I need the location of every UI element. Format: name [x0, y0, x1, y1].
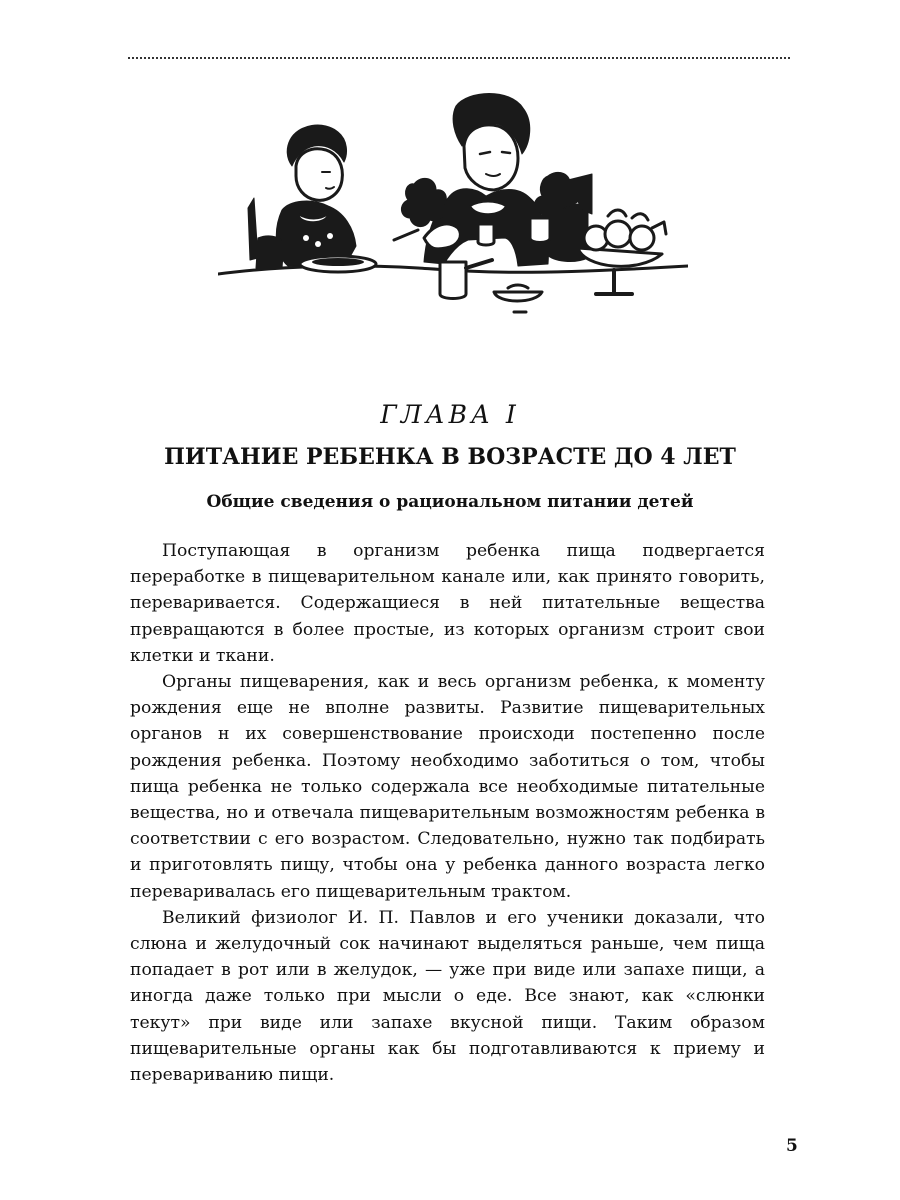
header-dotted-rule	[128, 57, 790, 59]
chapter-heading: ГЛАВА I	[380, 400, 520, 429]
apple	[630, 226, 654, 250]
section-subtitle: Общие сведения о рациональном питании детей	[206, 492, 694, 512]
page-number: 5	[786, 1136, 798, 1156]
foliage-left	[401, 178, 446, 226]
saucepan	[440, 262, 466, 299]
woman-arm	[424, 224, 460, 249]
paragraph: Великий физиолог И. П. Павлов и его ученики доказали, что слюна и желудочный сок начинают выделяться раньше, чем пища попадает в рот или в желудок, — уже при виде или запахе пищи, а иногда даже только при мысли о еде. Все знают, как «слюнки текут» при виде или запахе вкусной пищи. Таким образом пищеварительные органы как бы подготавливаются к приему и перевариванию пищи.	[130, 907, 765, 1086]
mother-child-meal-illustration	[218, 88, 688, 338]
cup	[530, 218, 550, 243]
apple	[605, 221, 631, 247]
jar	[478, 224, 494, 245]
child-face	[296, 149, 342, 201]
chapter-title: ПИТАНИЕ РЕБЕНКА В ВОЗРАСТЕ ДО 4 ЛЕТ	[164, 444, 736, 470]
paragraph: Органы пищеварения, как и весь организм ребенка, к моменту рождения еще не вполне развиты. Развитие пищеварительных органов н их совершенствование происходи постепенно после рождения ребенка. Поэтому необходимо заботиться о том, чтобы пища ребенка не только содержала все необходимые питательные вещества, но и отвечала пищеварительным возможностям ребенка в соответствии с его возрастом. Следовательно, нужно так подбирать и приготовлять пищу, чтобы она у ребенка данного возраста легко переваривалась его пищеварительным трактом.	[130, 672, 765, 902]
woman-face	[464, 125, 518, 190]
small-bowl	[494, 292, 542, 301]
paragraph: Поступающая в организм ребенка пища подвергается переработке в пищеварительном канале или, как принято говорить, переваривается. Содержащиеся в ней питательные вещества превращаются в более простые, из которых организм строит свои клетки и ткани.	[130, 541, 765, 666]
fruit-bowl	[578, 248, 662, 266]
body-text	[130, 538, 765, 1088]
